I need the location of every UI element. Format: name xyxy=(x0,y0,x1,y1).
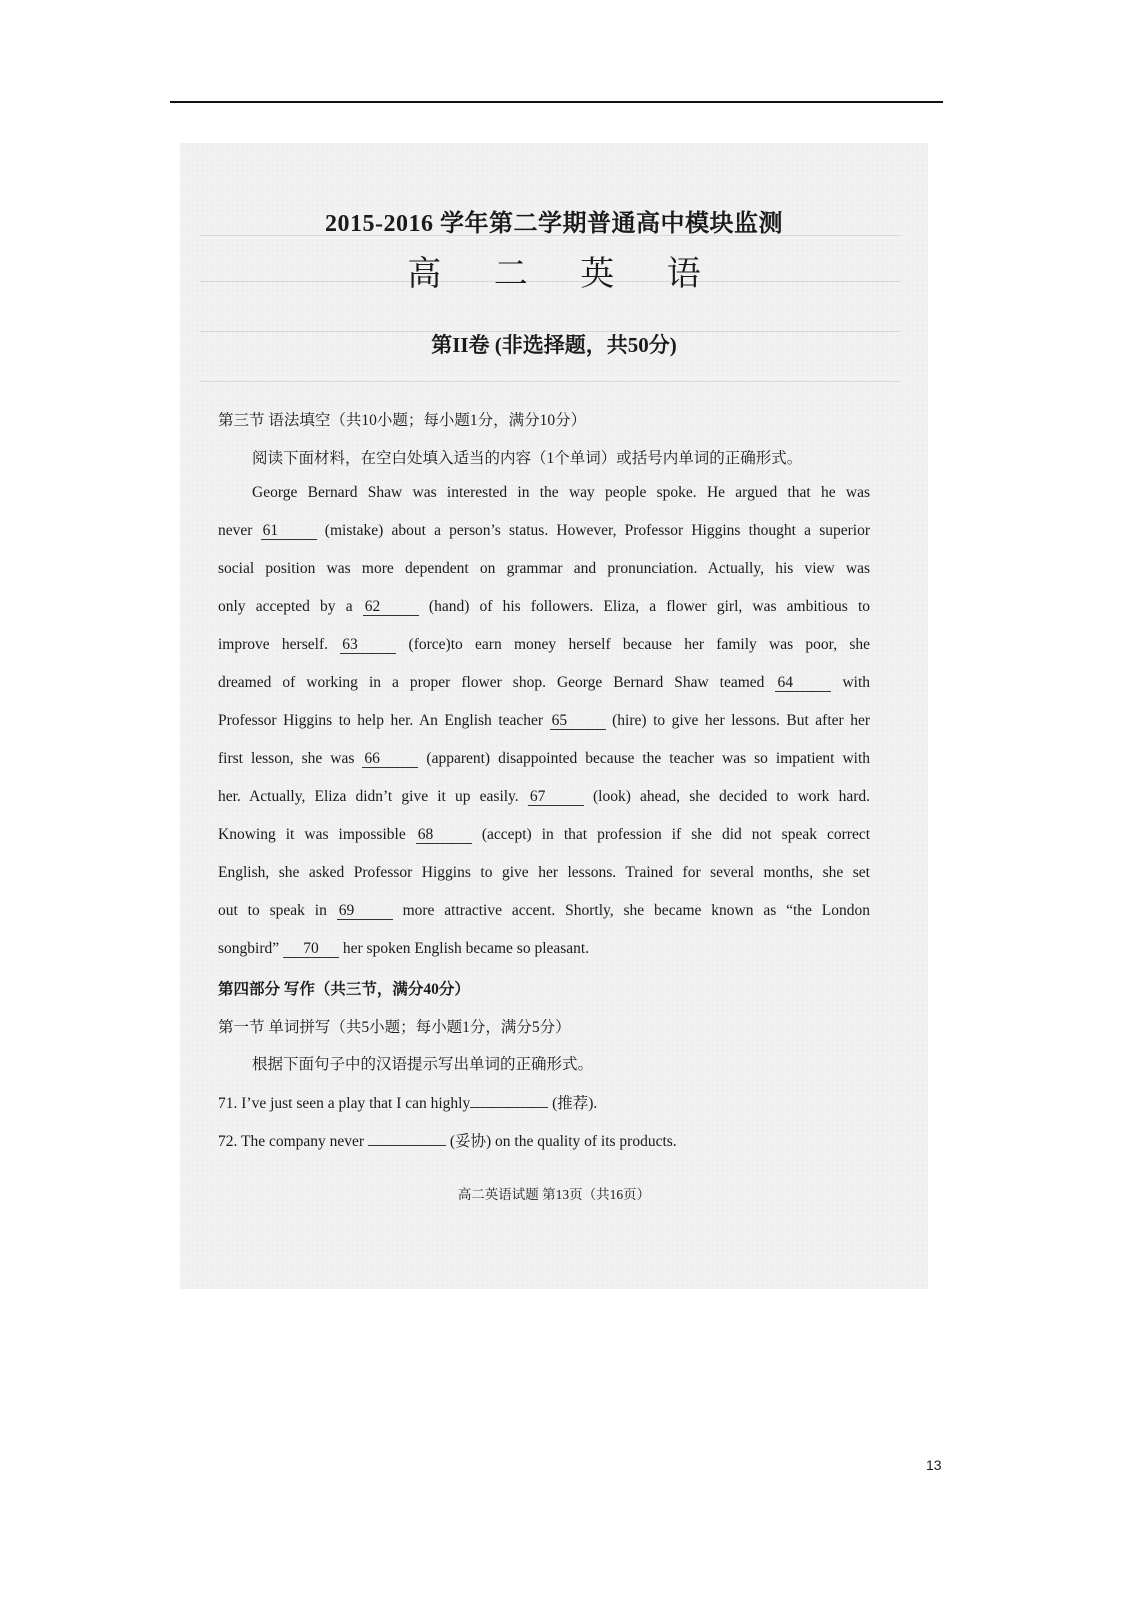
passage-text: (mistake) about a person’s status. However, Professor Higgins thought a superior xyxy=(324,522,871,539)
passage-text: (accept) in that profession if she did not speak correct xyxy=(481,826,871,843)
answer-blank-67: 67 xyxy=(528,789,584,806)
passage-text: (apparent) disappointed because the teacher was so impatient with xyxy=(426,750,871,767)
exam-title: 2015-2016 学年第二学期普通高中模块监测 xyxy=(325,211,783,237)
passage-text: (hire) to give her lessons. But after her xyxy=(612,712,871,729)
passage-line xyxy=(252,484,870,502)
scan-line xyxy=(200,381,900,382)
question-72 xyxy=(218,1129,870,1151)
passage-text: (force)to earn money herself because her family was poor, she xyxy=(408,636,871,653)
passage-line xyxy=(218,788,870,806)
passage-text: social position was more dependent on grammar and pronunciation. Actually, his view was xyxy=(218,560,870,577)
subject-title: 高 二 英 语 xyxy=(407,256,723,293)
passage-text: never xyxy=(218,522,253,539)
answer-blank-65: 65 xyxy=(550,713,606,730)
passage-line xyxy=(218,636,870,654)
passage-text: George Bernard Shaw was interested in the way people spoke. He argued that he was xyxy=(252,484,870,501)
passage-line xyxy=(218,674,870,692)
answer-blank xyxy=(368,1131,446,1146)
passage-line xyxy=(218,864,870,882)
passage-text: (look) ahead, she decided to work hard. xyxy=(593,788,870,805)
question-text: 72. The company never xyxy=(218,1133,365,1150)
passage-line xyxy=(218,902,870,920)
question-71 xyxy=(218,1091,870,1113)
passage-text: dreamed of working in a proper flower shop. George Bernard Shaw teamed xyxy=(218,674,765,691)
passage-text: more attractive accent. Shortly, she became known as “the London xyxy=(402,902,871,919)
question-hint: (妥协) on the quality of its products. xyxy=(449,1133,677,1150)
part4-instruction: 根据下面句子中的汉语提示写出单词的正确形式。 xyxy=(252,1056,594,1073)
scanned-exam-page xyxy=(180,143,928,1289)
top-rule xyxy=(170,101,943,103)
answer-blank-69: 69 xyxy=(337,903,393,920)
part4-heading: 第四部分 写作（共三节，满分40分） xyxy=(218,981,470,998)
page-number: 13 xyxy=(926,1457,942,1473)
section3-instruction: 阅读下面材料，在空白处填入适当的内容（1个单词）或括号内单词的正确形式。 xyxy=(252,450,803,467)
passage-line xyxy=(218,750,870,768)
passage-line xyxy=(218,522,870,540)
passage-line xyxy=(218,826,870,844)
passage-text: Professor Higgins to help her. An English teacher xyxy=(218,712,544,729)
passage-line xyxy=(218,712,870,730)
answer-blank-63: 63 xyxy=(340,637,396,654)
passage-line xyxy=(218,598,870,616)
answer-blank-62: 62 xyxy=(363,599,419,616)
page-footer-label: 高二英语试题 第13页（共16页） xyxy=(457,1187,651,1202)
part4-section1-heading: 第一节 单词拼写（共5小题；每小题1分，满分5分） xyxy=(218,1019,571,1036)
passage-text: improve herself. xyxy=(218,636,328,653)
passage-text: first lesson, she was xyxy=(218,750,355,767)
passage-text: Knowing it was impossible xyxy=(218,826,406,843)
question-hint: (推荐). xyxy=(552,1095,598,1112)
passage-text: English, she asked Professor Higgins to give her lessons. Trained for several months, she set xyxy=(218,864,870,881)
part-title: 第II卷 (非选择题，共50分) xyxy=(431,333,677,357)
passage-text: with xyxy=(842,674,871,691)
answer-blank-68: 68 xyxy=(416,827,472,844)
answer-blank-66: 66 xyxy=(362,751,418,768)
answer-blank-64: 64 xyxy=(775,675,831,692)
answer-blank-70: 70 xyxy=(283,941,339,958)
passage-text: songbird” xyxy=(218,940,280,957)
answer-blank-61: 61 xyxy=(261,523,317,540)
passage-text: out to speak in xyxy=(218,902,327,919)
question-text: 71. I’ve just seen a play that I can highly xyxy=(218,1095,471,1112)
passage-line xyxy=(218,940,870,958)
passage-text: only accepted by a xyxy=(218,598,353,615)
passage-text: her spoken English became so pleasant. xyxy=(342,940,590,957)
section3-heading: 第三节 语法填空（共10小题；每小题1分，满分10分） xyxy=(218,412,587,429)
answer-blank xyxy=(470,1093,548,1108)
passage-text: her. Actually, Eliza didn’t give it up easily. xyxy=(218,788,519,805)
passage-line xyxy=(218,560,870,578)
passage-text: (hand) of his followers. Eliza, a flower girl, was ambitious to xyxy=(428,598,871,615)
